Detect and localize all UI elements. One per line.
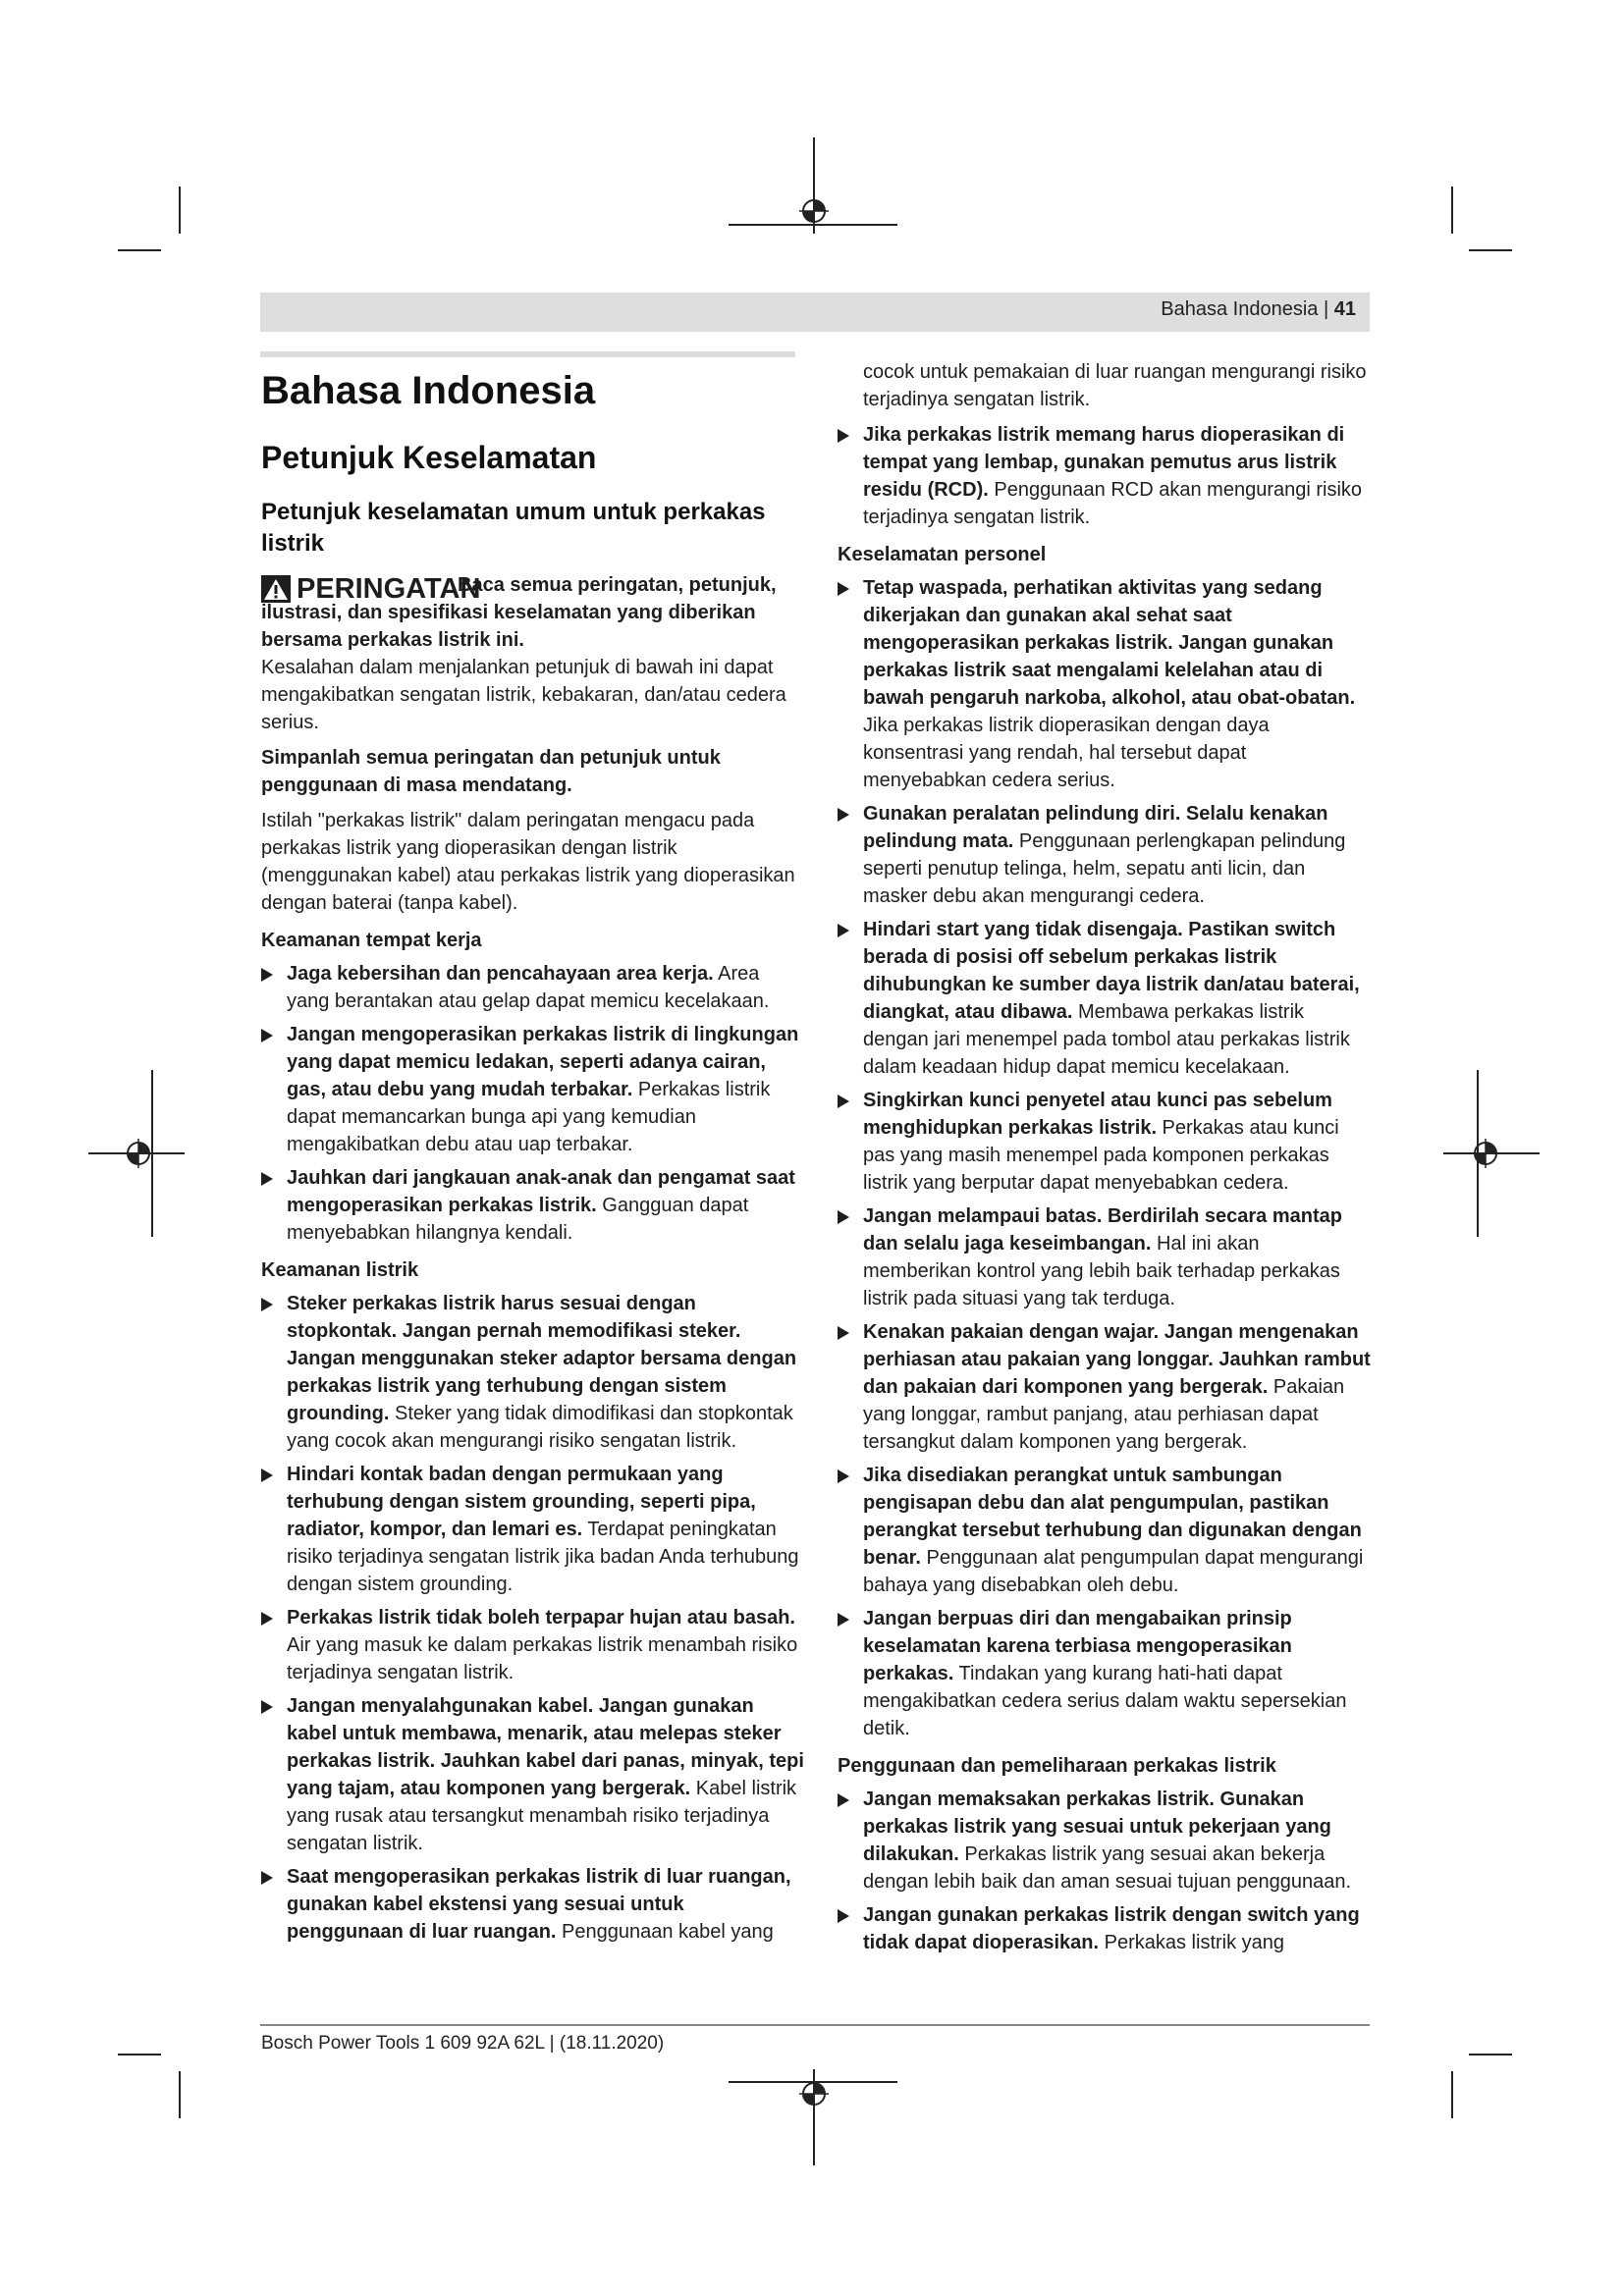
list-item bbox=[838, 1786, 1373, 1896]
section-heading: Petunjuk keselamatan umum untuk perkakas listrik bbox=[261, 499, 766, 557]
safety-list bbox=[838, 1786, 1373, 1956]
bullet-icon bbox=[838, 1095, 849, 1108]
subsection-title: Keselamatan personel bbox=[838, 544, 1047, 565]
item-bold: Kenakan pakaian dengan wajar. Jangan mengenakan perhiasan atau pakaian yang longgar. Jauhkan rambut dan pakaian dari komponen yang bergerak. bbox=[863, 1321, 1371, 1398]
item-text: Perkakas listrik yang sesuai akan bekerja dengan lebih baik dan aman sesuai tujuan penggunaan. bbox=[863, 1843, 1352, 1893]
item-bold: Jaga kebersihan dan pencahayaan area kerja. bbox=[287, 963, 714, 985]
footer-rule bbox=[260, 2024, 1370, 2026]
bullet-icon bbox=[261, 1612, 273, 1626]
left-column bbox=[261, 353, 805, 1951]
list-item bbox=[838, 1202, 1373, 1312]
subsection-title: Penggunaan dan pemeliharaan perkakas listrik bbox=[838, 1755, 1276, 1777]
list-item bbox=[838, 800, 1373, 910]
bullet-icon bbox=[838, 808, 849, 822]
safety-list bbox=[838, 421, 1373, 531]
item-bold: Saat mengoperasikan perkakas listrik di luar ruangan, gunakan kabel ekstensi yang sesuai untuk penggunaan di luar ruangan. bbox=[287, 1866, 791, 1943]
warning-label-text: PERINGATAN bbox=[297, 573, 481, 605]
crop-mark bbox=[1469, 2054, 1512, 2056]
item-bold: Tetap waspada, perhatikan aktivitas yang sedang dikerjakan dan gunakan akal sehat saat mengoperasikan perkakas listrik. Jangan gunakan perkakas listrik saat mengalami kelelahan atau di bawah pengaruh narkoba, alkohol, atau obat-obatan. bbox=[863, 577, 1356, 709]
item-text: Penggunaan perlengkapan pelindung seperti penutup telinga, helm, sepatu anti licin, dan masker debu akan mengurangi cedera. bbox=[863, 830, 1346, 907]
list-item bbox=[838, 1318, 1373, 1456]
item-bold: Hindari start yang tidak disengaja. Pastikan switch berada di posisi off sebelum perkakas listrik dihubungkan ke sumber daya listrik dan/atau baterai, diangkat, atau dibawa. bbox=[863, 919, 1360, 1023]
item-text: Penggunaan alat pengumpulan dapat mengurangi bahaya yang disebabkan oleh debu. bbox=[863, 1547, 1364, 1596]
list-item bbox=[261, 1863, 805, 1946]
list-item bbox=[838, 1605, 1373, 1742]
item-text: Tindakan yang kurang hati-hati dapat mengakibatkan cedera serius dalam waktu sepersekian detik. bbox=[863, 1663, 1347, 1739]
item-bold: Gunakan peralatan pelindung diri. Selalu kenakan pelindung mata. bbox=[863, 803, 1328, 852]
page-footer: Bosch Power Tools 1 609 92A 62L | (18.11.2020) bbox=[261, 2033, 665, 2054]
bullet-icon bbox=[261, 1298, 273, 1311]
list-item bbox=[838, 1901, 1373, 1956]
page-subtitle: Petunjuk Keselamatan bbox=[261, 440, 597, 475]
bullet-icon bbox=[261, 968, 273, 982]
bullet-icon bbox=[838, 924, 849, 937]
item-text: Membawa perkakas listrik dengan jari menempel pada tombol atau perkakas listrik dalam keadaan hidup dapat memicu kecelakaan. bbox=[863, 1001, 1350, 1078]
header-section: Bahasa Indonesia bbox=[1161, 298, 1319, 320]
item-bold: Jangan mengoperasikan perkakas listrik di lingkungan yang dapat memicu ledakan, seperti adanya cairan, gas, atau debu yang mudah terbakar. bbox=[287, 1024, 799, 1100]
item-bold: Jangan berpuas diri dan mengabaikan prinsip keselamatan karena terbiasa mengoperasikan perkakas. bbox=[863, 1608, 1292, 1684]
item-text: Kabel listrik yang rusak atau tersangkut menambah risiko terjadinya sengatan listrik. bbox=[287, 1778, 797, 1854]
list-item bbox=[838, 1087, 1373, 1197]
crop-mark bbox=[179, 2071, 181, 2118]
bullet-icon bbox=[261, 1172, 273, 1186]
safety-list bbox=[261, 960, 805, 1247]
item-text: Gangguan dapat menyebabkan hilangnya kendali. bbox=[287, 1195, 749, 1244]
list-item bbox=[838, 574, 1373, 794]
list-item bbox=[261, 1021, 805, 1158]
item-bold: Steker perkakas listrik harus sesuai dengan stopkontak. Jangan pernah memodifikasi steker. Jangan menggunakan steker adaptor bersama dengan perkakas listrik yang terhubung dengan sistem grounding. bbox=[287, 1293, 797, 1424]
crop-mark bbox=[118, 249, 161, 251]
item-bold: Jangan gunakan perkakas listrik dengan switch yang tidak dapat dioperasikan. bbox=[863, 1904, 1360, 1953]
list-item bbox=[261, 1290, 805, 1455]
item-bold: Jika perkakas listrik memang harus dioperasikan di tempat yang lembap, gunakan pemutus arus listrik residu (RCD). bbox=[863, 424, 1345, 501]
warning-bold-text bbox=[261, 571, 805, 654]
item-text: Perkakas listrik dapat memancarkan bunga api yang kemudian mengakibatkan debu atau uap terbakar. bbox=[287, 1079, 771, 1155]
crop-mark bbox=[1451, 187, 1453, 234]
registration-target-icon bbox=[799, 2079, 829, 2109]
bullet-icon bbox=[838, 429, 849, 443]
registration-target-icon bbox=[799, 196, 829, 226]
item-bold: Jangan melampaui batas. Berdirilah secara mantap dan selalu jaga keseimbangan. bbox=[863, 1205, 1342, 1255]
bullet-icon bbox=[838, 1793, 849, 1807]
page-header bbox=[260, 293, 1370, 332]
list-item bbox=[838, 421, 1373, 531]
list-item bbox=[261, 1604, 805, 1686]
crop-mark bbox=[179, 187, 181, 234]
bullet-icon bbox=[261, 1871, 273, 1885]
bullet-icon bbox=[838, 1613, 849, 1627]
bullet-icon bbox=[838, 1326, 849, 1340]
item-text: Jika perkakas listrik dioperasikan dengan daya konsentrasi yang rendah, hal tersebut dapat menyebabkan cedera serius. bbox=[863, 715, 1270, 791]
header-separator: | bbox=[1318, 298, 1334, 320]
list-item bbox=[838, 916, 1373, 1081]
item-bold: Jangan memaksakan perkakas listrik. Gunakan perkakas listrik yang sesuai untuk pekerjaan yang dilakukan. bbox=[863, 1789, 1331, 1865]
item-text: Perkakas listrik yang bbox=[1099, 1932, 1285, 1953]
bullet-icon bbox=[838, 582, 849, 596]
warning-block bbox=[261, 573, 805, 736]
item-text: Hal ini akan memberikan kontrol yang lebih baik terhadap perkakas listrik pada situasi yang tak terduga. bbox=[863, 1233, 1340, 1309]
item-bold: Jauhkan dari jangkauan anak-anak dan pengamat saat mengoperasikan perkakas listrik. bbox=[287, 1167, 795, 1216]
item-bold: Jangan menyalahgunakan kabel. Jangan gunakan kabel untuk membawa, menarik, atau melepas steker perkakas listrik. Jauhkan kabel dari panas, minyak, tepi yang tajam, atau komponen yang bergerak. bbox=[287, 1695, 804, 1799]
item-bold: Perkakas listrik tidak boleh terpapar hujan atau basah. bbox=[287, 1607, 795, 1629]
item-text: Air yang masuk ke dalam perkakas listrik menambah risiko terjadinya sengatan listrik. bbox=[287, 1634, 798, 1683]
crop-mark bbox=[1469, 249, 1512, 251]
page-number: 41 bbox=[1333, 298, 1356, 320]
bullet-icon bbox=[838, 1909, 849, 1923]
crop-mark bbox=[118, 2054, 161, 2056]
item-text: Pakaian yang longgar, rambut panjang, atau perhiasan dapat tersangkut dalam komponen yang bergerak. bbox=[863, 1376, 1345, 1453]
item-text: Perkakas atau kunci pas yang masih menempel pada komponen perkakas listrik yang berputar dapat menyebabkan cedera. bbox=[863, 1117, 1339, 1194]
continued-text: cocok untuk pemakaian di luar ruangan mengurangi risiko terjadinya sengatan listrik. bbox=[863, 361, 1367, 410]
item-bold: Singkirkan kunci penyetel atau kunci pas sebelum menghidupkan perkakas listrik. bbox=[863, 1090, 1332, 1139]
running-header bbox=[1161, 298, 1356, 321]
safety-list bbox=[261, 1290, 805, 1946]
list-item bbox=[261, 1692, 805, 1857]
list-item bbox=[261, 1461, 805, 1598]
crop-mark bbox=[1451, 2071, 1453, 2118]
registration-target-icon bbox=[124, 1139, 153, 1168]
item-bold: Hindari kontak badan dengan permukaan yang terhubung dengan sistem grounding, seperti pipa, radiator, kompor, dan lemari es. bbox=[287, 1464, 756, 1540]
item-text: Area yang berantakan atau gelap dapat memicu kecelakaan. bbox=[287, 963, 770, 1012]
save-instructions-note: Simpanlah semua peringatan dan petunjuk untuk penggunaan di masa mendatang. bbox=[261, 747, 721, 796]
list-item bbox=[261, 1164, 805, 1247]
bullet-icon bbox=[838, 1469, 849, 1483]
safety-list bbox=[838, 574, 1373, 1742]
item-text: Terdapat peningkatan risiko terjadinya sengatan listrik jika badan Anda terhubung dengan sistem grounding. bbox=[287, 1519, 799, 1595]
right-column bbox=[838, 358, 1373, 1962]
bullet-icon bbox=[838, 1210, 849, 1224]
subsection-title: Keamanan tempat kerja bbox=[261, 930, 482, 951]
list-item bbox=[261, 960, 805, 1015]
warning-bold-content: Baca semua peringatan, petunjuk, ilustrasi, dan spesifikasi keselamatan yang diberikan bersama perkakas listrik ini. bbox=[261, 574, 777, 651]
item-text: Penggunaan RCD akan mengurangi risiko terjadinya sengatan listrik. bbox=[863, 479, 1363, 528]
subsection-title: Keamanan listrik bbox=[261, 1259, 419, 1281]
bullet-icon bbox=[261, 1029, 273, 1042]
item-bold: Jika disediakan perangkat untuk sambungan pengisapan debu dan alat pengumpulan, pastikan perangkat tersebut terhubung dan digunakan dengan benar. bbox=[863, 1465, 1362, 1569]
bullet-icon bbox=[261, 1468, 273, 1482]
term-definition-note: Istilah "perkakas listrik" dalam peringatan mengacu pada perkakas listrik yang dioperasikan dengan listrik (menggunakan kabel) atau perkakas listrik yang dioperasikan dengan baterai (tanpa kabel). bbox=[261, 810, 795, 914]
list-item bbox=[838, 1462, 1373, 1599]
registration-target-icon bbox=[1471, 1139, 1500, 1168]
item-text: Penggunaan kabel yang bbox=[556, 1921, 774, 1943]
bullet-icon bbox=[261, 1700, 273, 1714]
item-text: Steker yang tidak dimodifikasi dan stopkontak yang cocok akan mengurangi risiko sengatan listrik. bbox=[287, 1403, 793, 1452]
warning-text: Kesalahan dalam menjalankan petunjuk di bawah ini dapat mengakibatkan sengatan listrik, kebakaran, dan/atau cedera serius. bbox=[261, 657, 786, 733]
page-title: Bahasa Indonesia bbox=[261, 369, 596, 412]
